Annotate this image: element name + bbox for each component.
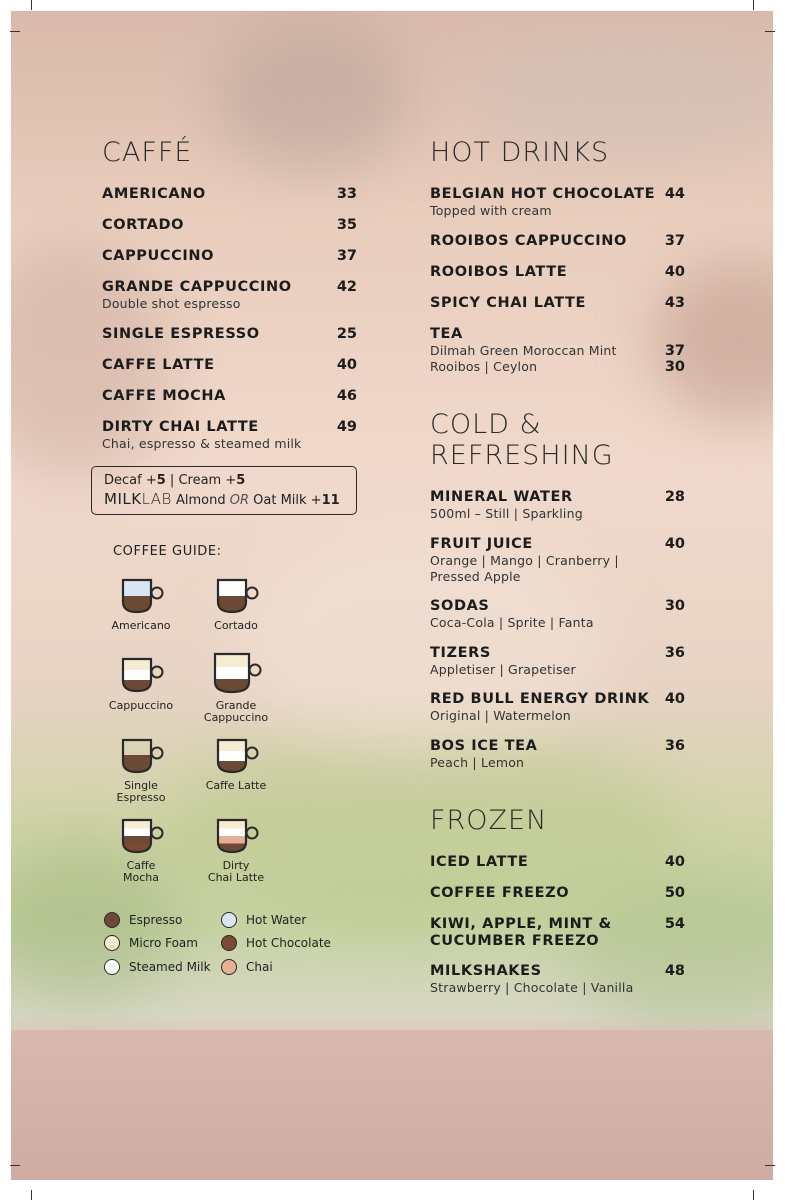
menu-item-dirty-chai-latte — [102, 419, 357, 452]
section-title-cold — [430, 409, 614, 471]
menu-item-iced-latte — [430, 854, 685, 871]
item-name: RED BULL ENERGY DRINK — [430, 691, 650, 707]
item-name: ROOIBOS CAPPUCCINO — [430, 233, 627, 249]
item-name: ICED LATTE — [430, 854, 529, 870]
item-price: 40 — [664, 691, 685, 707]
menu-item-red-bull — [430, 691, 685, 724]
item-price: 28 — [664, 489, 685, 505]
menu-item-single-espresso — [102, 326, 357, 343]
menu-item-spicy-chai-latte — [430, 295, 685, 312]
cup-layer-micro-foam — [121, 659, 153, 670]
cup-layer-micro-foam — [216, 820, 248, 829]
item-price: 46 — [336, 388, 357, 404]
item-name: MILKSHAKES — [430, 963, 542, 979]
item-description: Chai, espresso & steamed milk — [102, 436, 302, 451]
item-price: 36 — [664, 738, 685, 754]
legend-label: Chai — [246, 960, 273, 974]
menu-item-tea — [430, 326, 685, 375]
cup-layer-steamed-milk — [216, 750, 248, 761]
legend-swatch-steamed-milk — [104, 959, 120, 975]
cup-layer-hot-water — [121, 580, 153, 596]
item-price: 49 — [336, 419, 357, 435]
coffee-guide-cup-label: Grande Cappuccino — [203, 699, 269, 724]
legend-swatch-hot-water — [221, 912, 237, 928]
menu-item-sodas — [430, 598, 685, 631]
item-price: 40 — [664, 536, 685, 552]
menu-item-belgian-hot-chocolate — [430, 186, 685, 219]
menu-item-fruit-juice — [430, 536, 685, 585]
item-name: AMERICANO — [102, 186, 206, 202]
legend-swatch-hot-chocolate — [221, 935, 237, 951]
menu-item-milkshakes — [430, 963, 685, 996]
extras-line-milklab: MILKLAB Almond OR Oat Milk +11 — [104, 490, 340, 508]
item-name: BELGIAN HOT CHOCOLATE — [430, 186, 656, 202]
item-price: 36 — [664, 645, 685, 661]
item-price: 37 — [336, 248, 357, 264]
item-name: SPICY CHAI LATTE — [430, 295, 587, 311]
item-description: Dilmah Green Moroccan Mint — [430, 343, 617, 358]
item-price: 30 — [664, 359, 685, 375]
item-price: 42 — [336, 279, 357, 295]
cup-layer-chai — [216, 835, 248, 844]
cup-layer-espresso — [121, 835, 153, 844]
item-price: 43 — [664, 295, 685, 311]
legend-label: Micro Foam — [129, 936, 198, 950]
legend-swatch-micro-foam — [104, 935, 120, 951]
item-name: COFFEE FREEZO — [430, 885, 570, 901]
item-name: MINERAL WATER — [430, 489, 573, 505]
menu-item-americano — [102, 186, 357, 203]
coffee-guide-cup-label: Cappuccino — [108, 699, 174, 712]
legend-swatch-espresso — [104, 912, 120, 928]
item-name: DIRTY CHAI LATTE — [102, 419, 259, 435]
item-price: 40 — [664, 264, 685, 280]
cup-layer-steamed-milk — [121, 669, 153, 680]
cup-layer-micro-foam — [216, 740, 248, 751]
menu-item-cappuccino — [102, 248, 357, 265]
section-title-frozen: FROZEN — [430, 805, 548, 836]
table-surface — [11, 1030, 773, 1180]
section-title-caffe: CAFFÉ — [102, 137, 193, 168]
menu-item-coffee-freezo — [430, 885, 685, 902]
item-name: SODAS — [430, 598, 490, 614]
coffee-guide-cup-label: Cortado — [214, 619, 258, 632]
menu-item-cortado — [102, 217, 357, 234]
cup-layer-steamed-milk — [216, 828, 248, 837]
item-description: Original | Watermelon — [430, 708, 571, 723]
item-description: Topped with cream — [430, 203, 552, 218]
item-price: 48 — [664, 963, 685, 979]
legend-label: Steamed Milk — [129, 960, 211, 974]
item-description: Appletiser | Grapetiser — [430, 662, 576, 677]
item-description: Coca-Cola | Sprite | Fanta — [430, 615, 594, 630]
milklab-logo: MILKLAB — [104, 490, 172, 508]
item-name: CORTADO — [102, 217, 185, 233]
menu-item-caffe-mocha — [102, 388, 357, 405]
menu-item-tizers — [430, 645, 685, 678]
item-name: TEA — [430, 326, 463, 342]
menu-item-rooibos-cappuccino — [430, 233, 685, 250]
item-price: 37 — [664, 343, 685, 359]
item-name: TIZERS — [430, 645, 491, 661]
item-name-line2: CUCUMBER FREEZO — [430, 933, 600, 949]
item-description: 500ml – Still | Sparkling — [430, 506, 583, 521]
extras-line-decaf-cream: Decaf +5 | Cream +5 — [104, 473, 246, 488]
item-name: CAPPUCCINO — [102, 248, 215, 264]
cup-layer-micro-foam — [121, 820, 153, 829]
legend-label: Hot Chocolate — [246, 936, 331, 950]
item-name: FRUIT JUICE — [430, 536, 533, 552]
legend-swatch-chai — [221, 959, 237, 975]
item-price: 30 — [664, 598, 685, 614]
item-description: Rooibos | Ceylon — [430, 359, 538, 374]
item-description: Double shot espresso — [102, 296, 241, 311]
item-description: Peach | Lemon — [430, 755, 525, 770]
item-price: 40 — [336, 357, 357, 373]
coffee-guide-title: COFFEE GUIDE: — [113, 544, 222, 559]
item-price: 54 — [664, 916, 685, 932]
title-line: REFRESHING — [430, 440, 614, 471]
menu-item-kiwi-freezo — [430, 916, 685, 950]
menu-item-grande-cappuccino — [102, 279, 357, 312]
menu-item-mineral-water — [430, 489, 685, 522]
item-description: Pressed Apple — [430, 569, 521, 584]
coffee-guide-cup-label: Single Espresso — [116, 779, 166, 804]
item-name: SINGLE ESPRESSO — [102, 326, 260, 342]
cup-layer-steamed-milk — [213, 666, 251, 679]
title-line: COLD & — [430, 409, 542, 440]
legend-label: Hot Water — [246, 913, 307, 927]
menu-item-rooibos-latte — [430, 264, 685, 281]
item-name: CAFFE LATTE — [102, 357, 215, 373]
section-title-hot-drinks: HOT DRINKS — [430, 137, 610, 168]
item-price: 50 — [664, 885, 685, 901]
item-price: 40 — [664, 854, 685, 870]
item-name: ROOIBOS LATTE — [430, 264, 568, 280]
item-price: 33 — [336, 186, 357, 202]
coffee-guide-cup-label: Americano — [111, 619, 171, 632]
menu-item-caffe-latte — [102, 357, 357, 374]
coffee-guide-cup-label: Caffe Latte — [205, 779, 267, 792]
coffee-guide-cup-label: Dirty Chai Latte — [207, 859, 265, 884]
cup-layer-steamed-milk — [216, 580, 248, 596]
coffee-guide-cup-label: Caffe Mocha — [123, 859, 159, 884]
item-name: CAFFE MOCHA — [102, 388, 226, 404]
menu-item-bos-ice-tea — [430, 738, 685, 771]
item-price: 25 — [336, 326, 357, 342]
cup-layer-micro-foam — [213, 654, 251, 667]
item-name: KIWI, APPLE, MINT & — [430, 916, 612, 932]
item-price: 37 — [664, 233, 685, 249]
extras-box — [91, 466, 357, 515]
item-price: 44 — [664, 186, 685, 202]
item-description: Strawberry | Chocolate | Vanilla — [430, 980, 634, 995]
cup-layer-steamed-milk — [121, 828, 153, 837]
item-price: 35 — [336, 217, 357, 233]
item-name: GRANDE CAPPUCCINO — [102, 279, 292, 295]
legend-label: Espresso — [129, 913, 183, 927]
item-description: Orange | Mango | Cranberry | — [430, 553, 619, 568]
item-name: BOS ICE TEA — [430, 738, 538, 754]
